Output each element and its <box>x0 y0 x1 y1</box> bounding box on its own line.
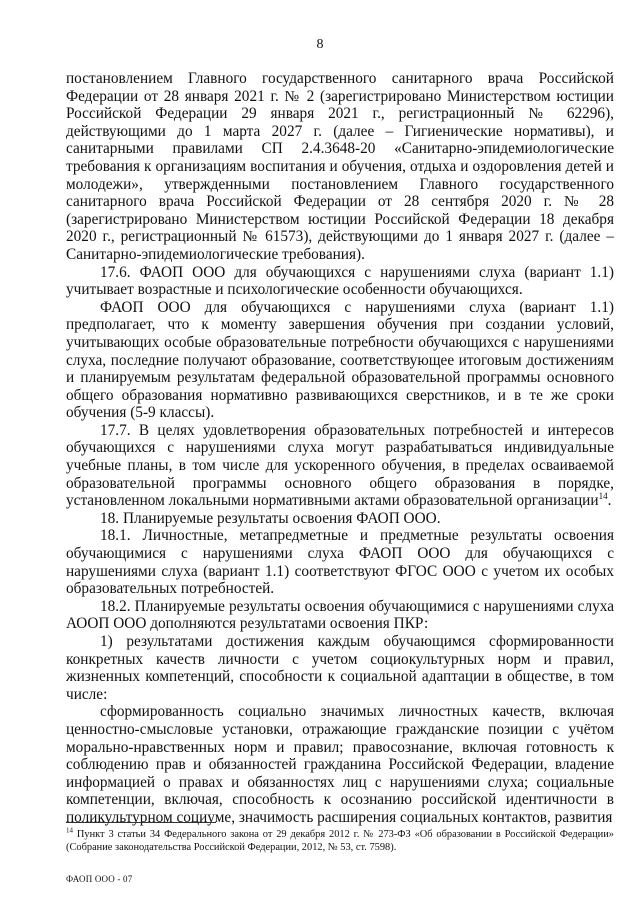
footnote-reference: 14 <box>598 491 608 502</box>
document-code: ФАОП ООО - 07 <box>66 874 133 884</box>
footnote <box>66 828 614 854</box>
document-body <box>66 70 614 827</box>
footnote-mark: 14 <box>66 826 73 835</box>
paragraph-faop-expectations: ФАОП ООО для обучающихся с нарушениями слуха (вариант 1.1) предполагает, что к моменту завершения обучения при создании условий, учитывающих особые образовательные потребности обучающихся с нарушениями слуха, последние получают образование, соответствующее итоговым достижениям и планируемым результатам федеральной образовательной программы основного общего образования нормативно развивающихся сверстников, и в те же сроки обучения (5-9 классы). <box>66 298 614 422</box>
paragraph-17-7: 17.7. В целях удовлетворения образовательных потребностей и интересов обучающихся с нарушениями слуха могут разрабатываться индивидуальные учебные планы, в том числе для ускоренного обучения, в пределах осваиваемой образовательной программы основного общего образования в порядке, установленном локальными нормативными актами образовательной организации$^{14}$. <box>66 421 614 510</box>
footnote-divider <box>66 822 216 823</box>
paragraph-18-1: 18.1. Личностные, метапредметные и предметные результаты освоения обучающимися с нарушениями слуха ФАОП ООО для обучающихся с нарушениями слуха (вариант 1.1) соответствуют ФГОС ООО с учетом их особых образовательных потребностей. <box>66 527 614 598</box>
paragraph-personal-qualities: сформированность социально значимых личностных качеств, включая ценностно-смысловые установки, отражающие гражданские позиции с учётом морально-нравственных норм и правил; правосознание, включая готовность к соблюдению прав и обязанностей гражданина Российской Федерации, владение информацией о правах и обязанностях лиц с нарушениями слуха; социальные компетенции, включая, способность к осознанию российской идентичности в поликультурном социуме, значимость расширения социальных контактов, развития <box>66 703 614 826</box>
footnote-text: Пункт 3 статьи 34 Федерального закона от 29 декабря 2012 г. № 273-ФЗ «Об образовании в Российской Федерации» (Собрание законодательства Российской Федерации, 2012, № 53, ст. 7598). <box>66 829 614 853</box>
paragraph-17-7-text: 17.7. В целях удовлетворения образовательных потребностей и интересов обучающихся с нарушениями слуха могут разрабатываться индивидуальные учебные планы, в том числе для ускоренного обучения, в пределах осваиваемой образовательной программы основного общего образования в порядке, установленном локальными нормативными актами образовательной организации <box>66 421 614 510</box>
section-heading-18: 18. Планируемые результаты освоения ФАОП ООО. <box>100 509 441 527</box>
list-item-1: 1) результатами достижения каждым обучающимся сформированности конкретных качеств личности с учетом социокультурных норм и правил, жизненных компетенций, способности к социальной адаптации в обществе, в том числе: <box>66 633 614 703</box>
paragraph-18-2: 18.2. Планируемые результаты освоения обучающимися с нарушениями слуха АООП ООО дополняются результатами освоения ПКР: <box>66 597 614 633</box>
paragraph-17-6: 17.6. ФАОП ООО для обучающихся с нарушениями слуха (вариант 1.1) учитывает возрастные и психологические особенности обучающихся. <box>66 263 614 299</box>
page-number: 8 <box>316 37 324 52</box>
paragraph-sanitary-norms: постановлением Главного государственного санитарного врача Российской Федерации от 28 января 2021 г. № 2 (зарегистрировано Министерством юстиции Российской Федерации 29 января 2021 г., регистрационный № 62296), действующими до 1 марта 2027 г. (далее – Гигиенические нормативы), и санитарными правилами СП 2.4.3648-20 «Санитарно-эпидемиологические требования к организациям воспитания и обучения, отдыха и оздоровления детей и молодежи», утвержденными постановлением Главного государственного санитарного врача Российской Федерации от 28 сентября 2020 г. № 28 (зарегистрировано Министерством юстиции Российской Федерации 18 декабря 2020 г., регистрационный № 61573), действующими до 1 января 2027 г. (далее – Санитарно-эпидемиологические требования). <box>66 70 614 263</box>
